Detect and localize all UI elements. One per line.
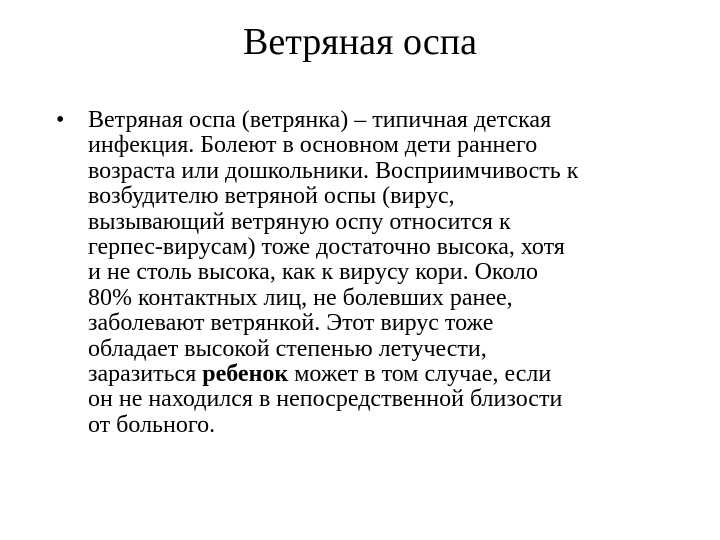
bullet-text — [88, 108, 676, 438]
text-line: герпес-вирусам) тоже достаточно высока, хотя — [88, 234, 565, 261]
bullet-list — [56, 108, 676, 438]
text-line: от больного. — [88, 411, 216, 438]
slide-title: Ветряная оспа — [243, 21, 477, 63]
text-line: и не столь высока, как к вирусу кори. Около — [88, 259, 539, 286]
text-line: заболевают ветрянкой. Этот вирус тоже — [88, 310, 494, 337]
text-line: он не находился в непосредственной близости — [88, 386, 563, 413]
text-line: возраста или дошкольники. Восприимчивость к — [88, 157, 579, 184]
text-line: возбудителю ветряной оспы (вирус, — [88, 183, 455, 210]
text-line: инфекция. Болеют в основном дети раннего — [88, 132, 538, 159]
text-line: Ветряная оспа (ветрянка) – типичная детская — [88, 107, 552, 133]
text-segment: может в том случае, если — [288, 361, 552, 388]
bullet-icon: • — [56, 107, 65, 133]
text-line-with-bold — [88, 362, 676, 387]
bold-word: ребенок — [202, 361, 289, 388]
text-line: обладает высокой степенью летучести, — [88, 335, 487, 362]
text-segment: заразиться — [88, 361, 203, 388]
text-line: 80% контактных лиц, не болевших ранее, — [88, 284, 513, 311]
text-line: вызывающий ветряную оспу относится к — [88, 208, 511, 235]
bullet-item — [56, 108, 676, 438]
